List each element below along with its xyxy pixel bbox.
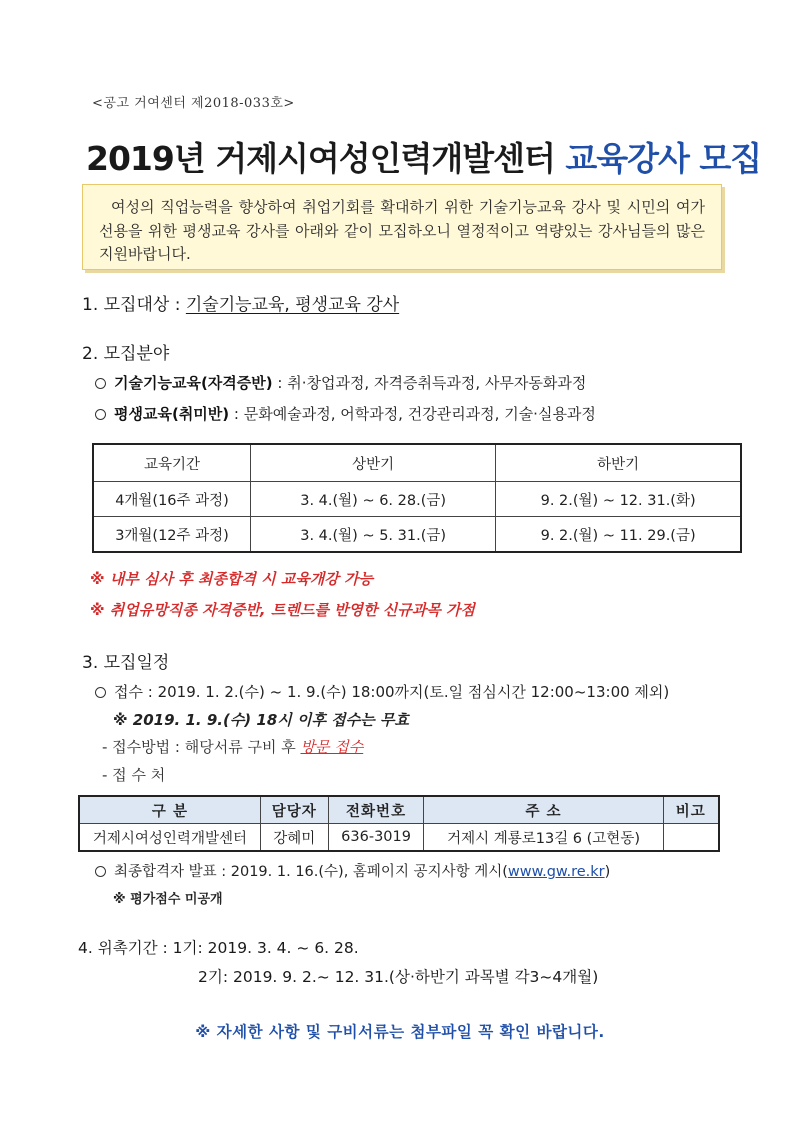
field-sep: : (272, 374, 288, 392)
announce-text: 최종합격자 발표 : 2019. 1. 16.(수), 홈페이지 공지사항 게시( (114, 864, 508, 880)
table-cell: 3개월(12주 과정) (93, 517, 251, 553)
table-header: 구 분 (79, 796, 260, 824)
section-target-heading: 1. 모집대상 : (82, 295, 186, 315)
table-row (79, 824, 719, 852)
table-cell: 636-3019 (328, 824, 424, 852)
field-item (95, 403, 596, 424)
circle-bullet-icon (95, 687, 106, 698)
title-main: 2019년 거제시여성인력개발센터 (86, 139, 566, 178)
reception-note: ※ 2019. 1. 9.(수) 18시 이후 접수는 무효 (113, 711, 409, 729)
contact-table (78, 795, 720, 852)
table-cell: 강혜미 (260, 824, 328, 852)
schedule-table (92, 443, 742, 553)
title-accent: 교육강사 모집 (565, 139, 762, 178)
table-cell: 4개월(16주 과정) (93, 482, 251, 517)
section-schedule-heading: 3. 모집일정 (82, 653, 170, 673)
reception-method (102, 736, 363, 757)
announce-suffix: ) (604, 864, 611, 880)
red-note: ※ 취업유망직종 자격증반, 트렌드를 반영한 신규과목 가점 (90, 601, 475, 619)
table-header: 전화번호 (328, 796, 424, 824)
table-cell: 3. 4.(월) ~ 5. 31.(금) (251, 517, 496, 553)
score-note: ※ 평가점수 미공개 (113, 892, 223, 907)
announcement (95, 860, 610, 881)
intro-box (82, 184, 722, 270)
section-target (82, 290, 399, 315)
notice-number: <공고 거여센터 제2018-033호> (92, 96, 295, 111)
appointment-period-line2: 2기: 2019. 9. 2.~ 12. 31.(상·하반기 과목별 각3~4개월) (198, 968, 599, 986)
method-visit: 방문 접수 (300, 738, 364, 756)
method-text: - 접수방법 : 해당서류 구비 후 (102, 738, 301, 756)
circle-bullet-icon (95, 378, 106, 389)
section-target-value: 기술기능교육, 평생교육 강사 (185, 295, 400, 315)
circle-bullet-icon (95, 866, 106, 877)
footer-note: ※ 자세한 사항 및 구비서류는 첨부파일 꼭 확인 바랍니다. (195, 1023, 605, 1041)
homepage-link[interactable]: www.gw.re.kr (507, 864, 605, 880)
red-note: ※ 내부 심사 후 최종합격 시 교육개강 가능 (90, 570, 373, 588)
table-cell: 9. 2.(월) ~ 12. 31.(화) (496, 482, 741, 517)
table-header: 주 소 (424, 796, 663, 824)
table-header: 하반기 (496, 444, 741, 482)
table-cell: 3. 4.(월) ~ 6. 28.(금) (251, 482, 496, 517)
table-row (93, 482, 741, 517)
table-row (93, 517, 741, 553)
reception-period (95, 681, 669, 702)
reception-place-label: - 접 수 처 (102, 766, 166, 784)
field-courses: 취·창업과정, 자격증취득과정, 사무자동화과정 (287, 374, 587, 392)
table-header: 교육기간 (93, 444, 251, 482)
table-header-row (79, 796, 719, 824)
field-name: 기술기능교육(자격증반) (114, 374, 273, 392)
field-name: 평생교육(취미반) (114, 405, 230, 423)
field-item (95, 372, 586, 393)
intro-text: 여성의 직업능력을 향상하여 취업기회를 확대하기 위한 기술기능교육 강사 및 시민의 여가선용을 위한 평생교육 강사를 아래와 같이 모집하오니 열정적이고 역량있는 강사님들의 많은 지원바랍니다. (99, 198, 705, 263)
table-header: 상반기 (251, 444, 496, 482)
section-fields-heading: 2. 모집분야 (82, 344, 170, 364)
reception-text: 접수 : 2019. 1. 2.(수) ~ 1. 9.(수) 18:00까지(토.일 점심시간 12:00~13:00 제외) (114, 683, 670, 701)
page-title (86, 133, 761, 180)
field-sep: : (229, 405, 244, 423)
table-cell: 거제시여성인력개발센터 (79, 824, 260, 852)
table-cell: 9. 2.(월) ~ 11. 29.(금) (496, 517, 741, 553)
table-header: 담당자 (260, 796, 328, 824)
field-courses: 문화예술과정, 어학과정, 건강관리과정, 기술·실용과정 (243, 405, 596, 423)
table-cell: 거제시 계룡로13길 6 (고현동) (424, 824, 663, 852)
table-cell (663, 824, 719, 852)
table-header: 비고 (663, 796, 719, 824)
circle-bullet-icon (95, 409, 106, 420)
appointment-period-line1: 4. 위촉기간 : 1기: 2019. 3. 4. ~ 6. 28. (78, 939, 359, 957)
table-header-row (93, 444, 741, 482)
